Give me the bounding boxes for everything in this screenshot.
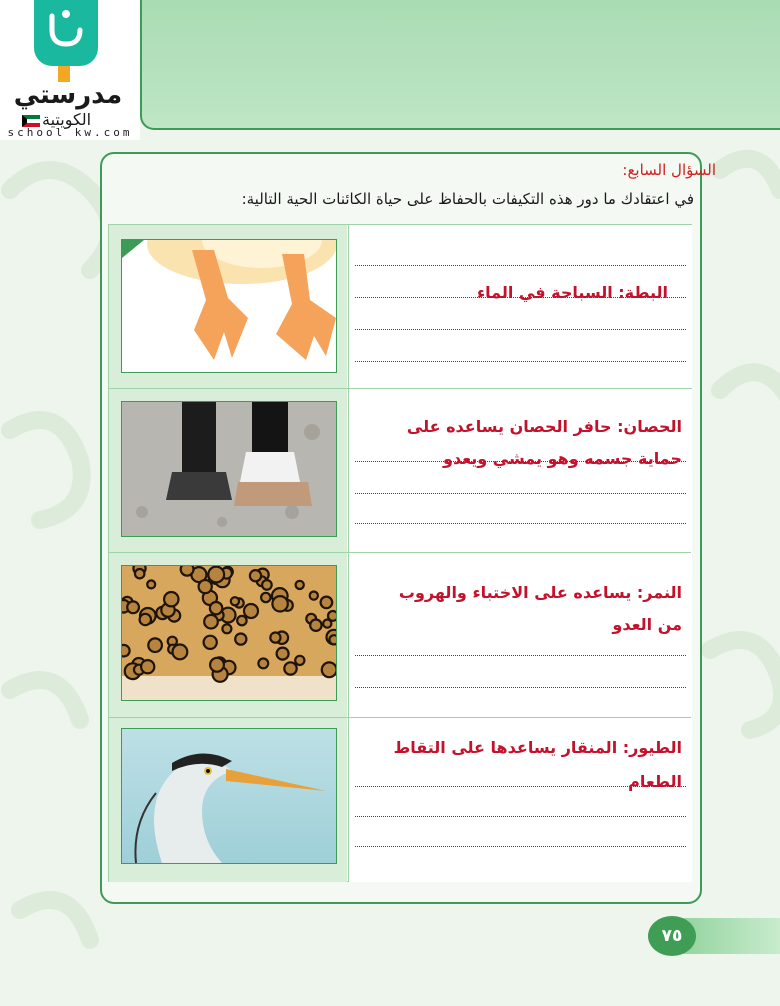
logo-badge-icon: [34, 0, 98, 66]
answer-line: [355, 265, 686, 266]
school-logo: [0, 0, 140, 140]
answer-table: [108, 224, 692, 882]
answer-line: [355, 329, 686, 330]
table-row: [109, 552, 691, 718]
answer-text-line-2: من العدو: [612, 615, 682, 634]
table-row: [109, 225, 691, 388]
header-band: [140, 0, 780, 130]
heron-beak-photo: [121, 728, 337, 864]
answer-text-line-2: الطعام: [628, 772, 682, 791]
logo-url: school kw.com: [7, 126, 133, 139]
question-title: السؤال السابع:: [622, 161, 716, 179]
answer-text-line-1: النمر: يساعده على الاختباء والهروب: [398, 583, 682, 602]
horse-hooves-photo: [121, 401, 337, 537]
table-row: [109, 388, 691, 553]
logo-subtitle: الكويتية: [42, 110, 92, 129]
answer-line: [355, 687, 686, 688]
image-cell: [109, 553, 347, 718]
logo-title: مدرستي: [13, 80, 123, 110]
answer-line: [355, 655, 686, 656]
image-cell: [109, 718, 347, 882]
answer-text: البطة: السباحة في الماء: [476, 283, 668, 302]
answer-text-line-2: حماية جسمه وهو يمشي ويعدو: [443, 449, 682, 468]
answer-cell: [348, 389, 692, 553]
image-cell: [109, 225, 347, 388]
answer-line: [355, 523, 686, 524]
answer-cell: [348, 718, 692, 882]
answer-cell: [348, 225, 692, 388]
leopard-fur-photo: [121, 565, 337, 701]
answer-text-line-1: الطيور: المنقار يساعدها على التقاط: [393, 738, 682, 757]
answer-cell: [348, 553, 692, 718]
question-text: في اعتقادك ما دور هذه التكيفات بالحفاظ على حياة الكائنات الحية التالية:: [241, 190, 694, 208]
page-number: ٧٥: [648, 916, 696, 956]
kuwait-flag-icon: [22, 112, 40, 124]
image-cell: [109, 389, 347, 553]
answer-text-line-1: الحصان: حافر الحصان يساعده على: [406, 417, 682, 436]
table-row: [109, 717, 691, 882]
answer-line: [355, 846, 686, 847]
answer-line: [355, 493, 686, 494]
answer-line: [355, 816, 686, 817]
duck-feet-photo: [121, 239, 337, 373]
answer-line: [355, 361, 686, 362]
